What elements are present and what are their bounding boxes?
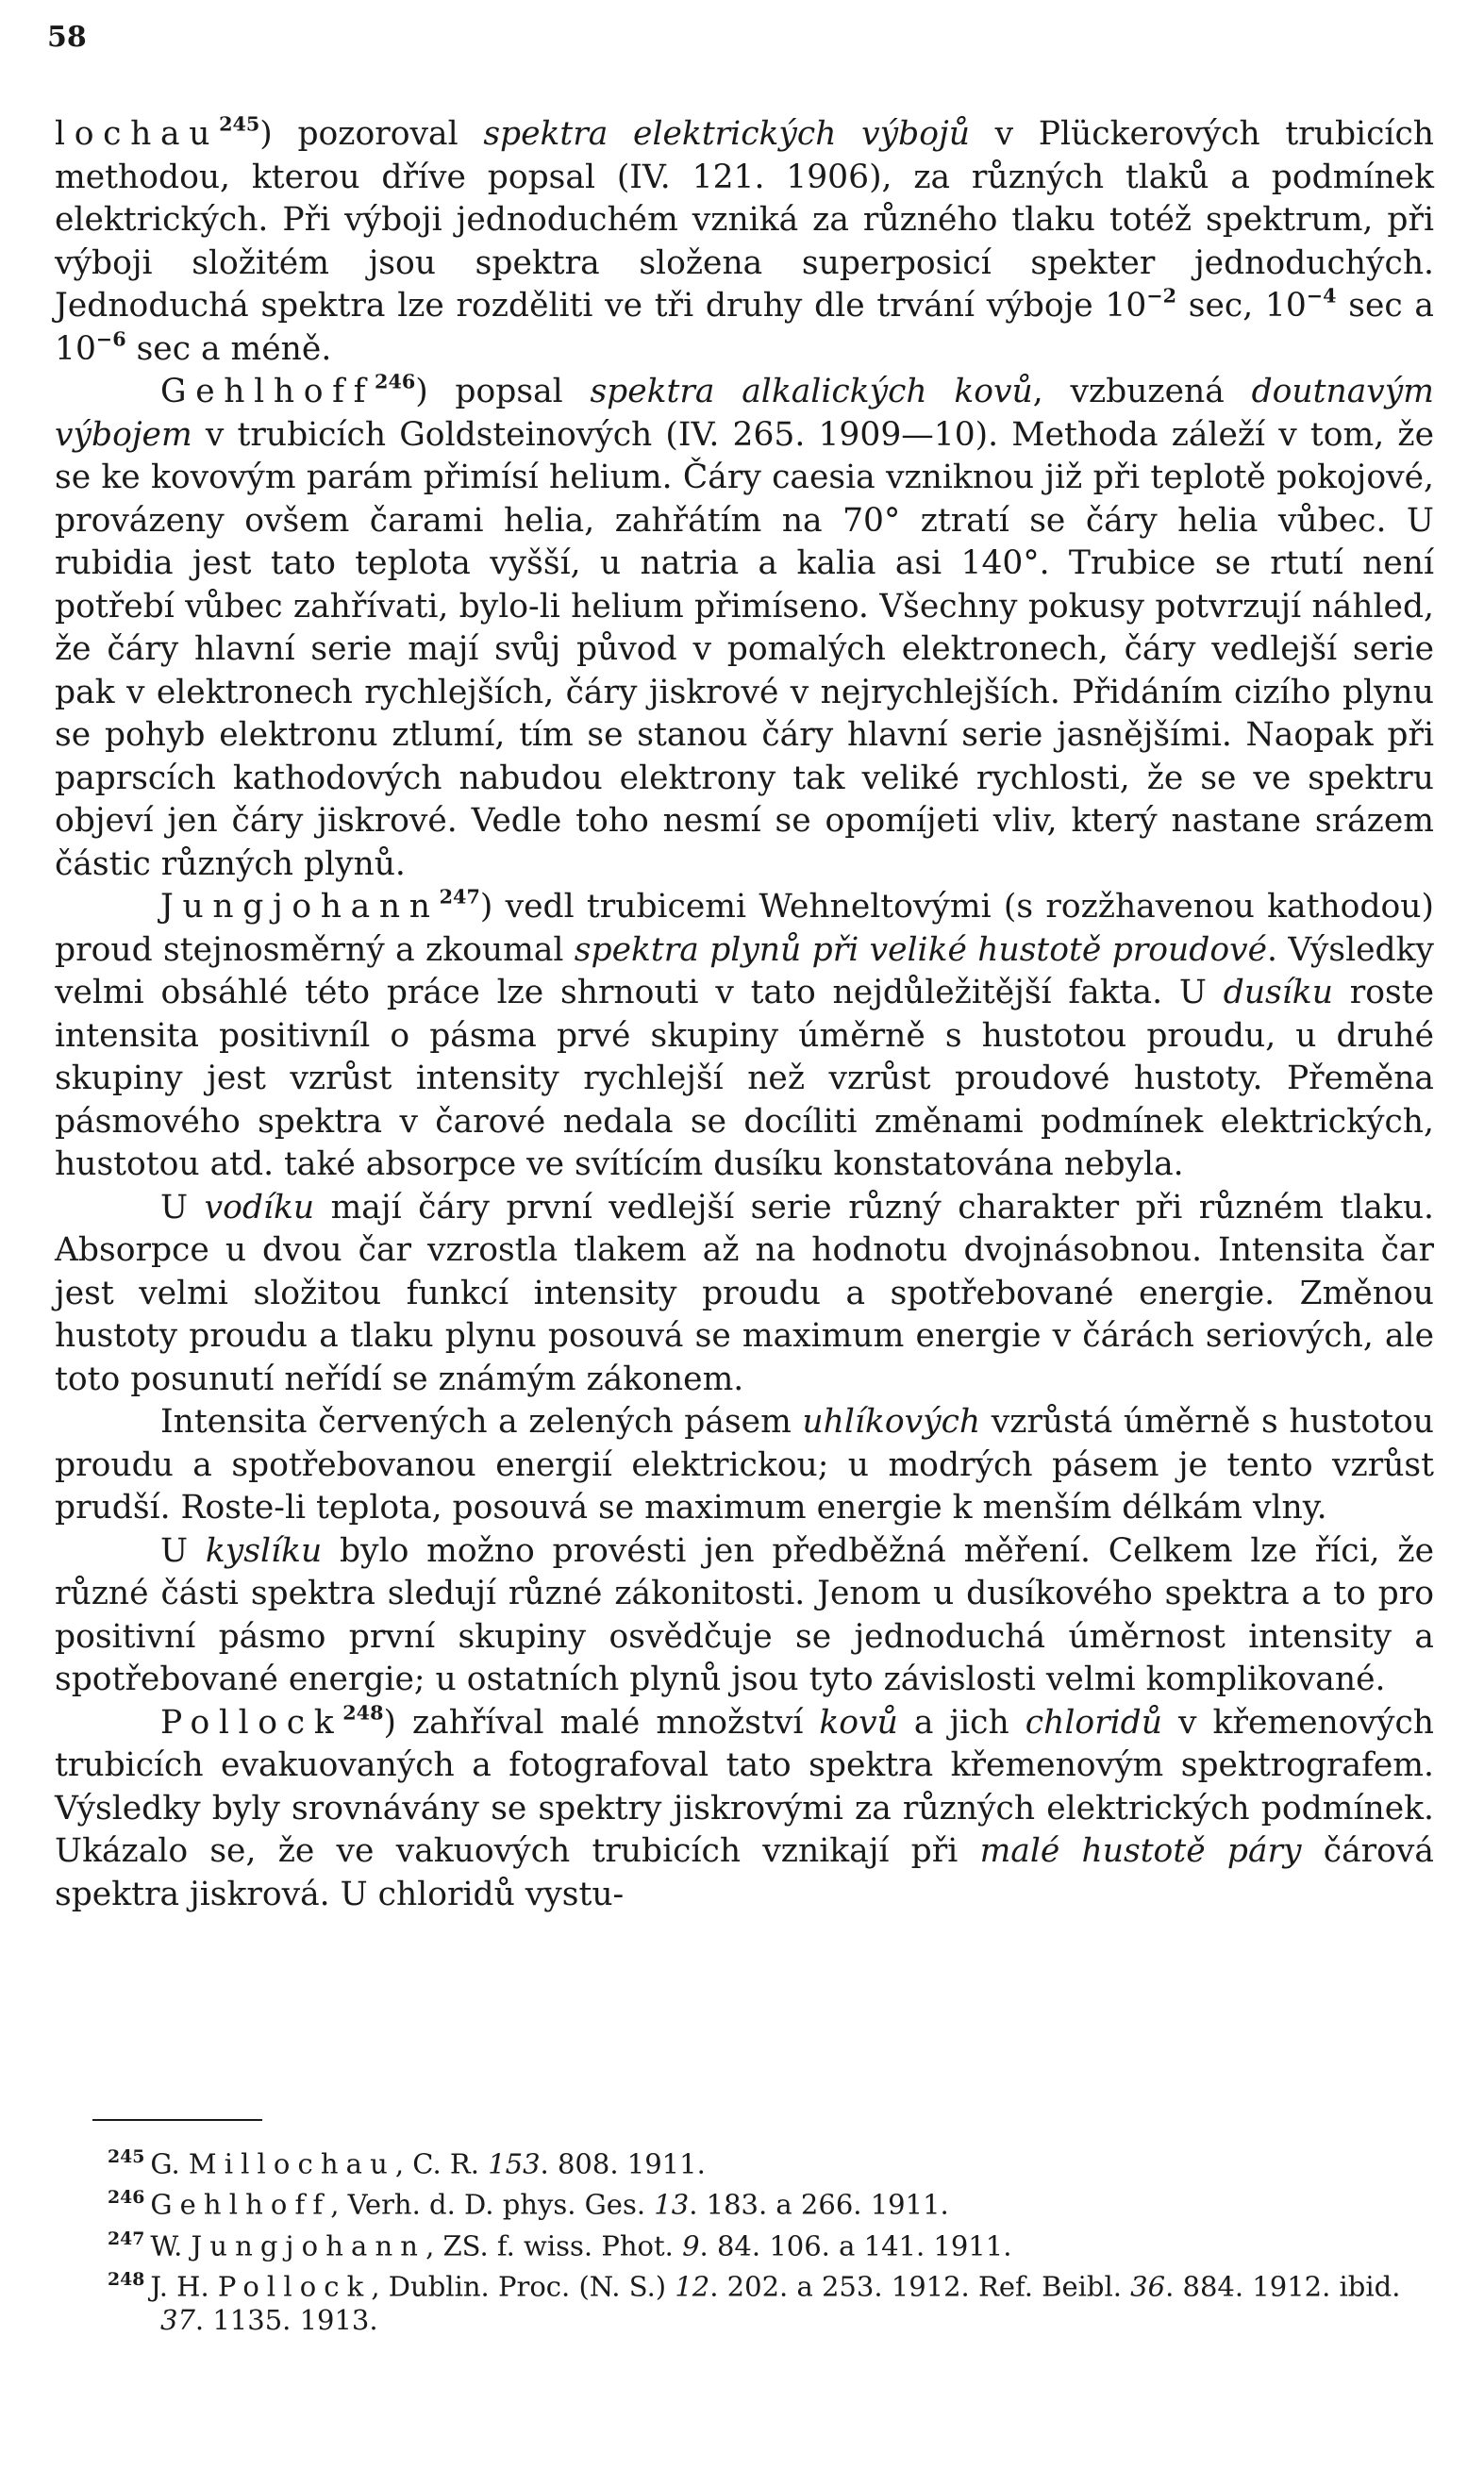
- footnote-number: 246: [108, 2187, 145, 2209]
- emphasis: chloridů: [1025, 1703, 1162, 1742]
- footnote-number: 248: [108, 2268, 145, 2290]
- paragraph: [55, 1187, 1434, 1402]
- text: v trubicích Goldsteinových (IV. 265. 1909—10). Methoda záleží v tom, že se ke kovovým parám přimísí helium. Čáry caesia vzniknou již při teplotě pokojové, provázeny ovšem čarami helia, zahřátím na 70° ztratí se čáry helia vůbec. U rubidia jest tato teplota vyšší, u natria a kalia asi 140°. Trubice se rtutí není potřebí vůbec zahřívati, bylo-li helium přimíseno. Všechny pokusy potvrzují náhled, že čáry hlavní serie mají svůj původ v pomalých elektronech, čáry vedlejší serie pak v elektronech rychlejších, čáry jiskrové v nejrychlejších. Přidáním cizího plynu se pohyb elektronu ztlumí, tím se stanou čáry hlavní serie jasnějšími. Naopak při paprscích kathodových nabudou elektrony tak veliké rychlosti, že se ve spektru objeví jen čáry jiskrové. Vedle toho nesmí se opomíjeti vliv, který nastane srázem částic různých plynů.: [55, 415, 1434, 883]
- footnote-ref[interactable]: 248: [342, 1701, 384, 1725]
- emphasis: malé hustotě páry: [979, 1832, 1302, 1870]
- exponent: −6: [95, 327, 126, 351]
- author-name: Gehlhoff: [150, 2188, 331, 2221]
- paragraph: [55, 371, 1434, 886]
- author-name: Gehlhoff: [160, 373, 375, 410]
- text: U: [160, 1531, 206, 1570]
- exponent: −2: [1146, 284, 1177, 308]
- text: sec, 10: [1176, 287, 1307, 325]
- footnotes: [55, 2140, 1434, 2337]
- text: . 884. 1912. ibid.: [1165, 2270, 1401, 2303]
- footnote-divider: [92, 2119, 262, 2121]
- footnote: [55, 2262, 1434, 2337]
- main-text: [55, 113, 1434, 1916]
- paragraph: [55, 1702, 1434, 1917]
- text: J. H.: [150, 2270, 218, 2303]
- text: v Plückerových trubicích methodou, kterou dříve popsal (IV. 121. 1906), za různých tlaků a podmínek elektrických. Při výboji jednoduchém vzniká za různého tlaku totéž spektrum, při výboji složitém jsou spektra složena superposicí spekter jednoduchých. Jednoduchá spektra lze rozděliti ve tři druhy dle trvání výboje 10: [55, 115, 1434, 325]
- text: bylo možno provésti jen předběžná měření. Celkem lze říci, že různé části spektra sledují různé zákonitosti. Jenom u dusíkového spektra a to pro positivní pásmo první skupiny osvědčuje se jednoduchá úměrnost intensity a spotřebované energie; u ostatních plynů jsou tyto závislosti velmi komplikované.: [55, 1531, 1435, 1698]
- text: vzrůstá úměrně s hustotou proudu a spotřebovanou energií elektrickou; u modrých pásem je tento vzrůst prudší. Roste-li teplota, posouvá se maximum energie k menším délkám vlny.: [55, 1403, 1434, 1527]
- emphasis: vodíku: [204, 1188, 315, 1227]
- paragraph: [55, 1530, 1434, 1702]
- text: ) pozoroval: [259, 115, 484, 153]
- text: Intensita červených a zelených pásem: [160, 1403, 803, 1441]
- footnote: [55, 2180, 1434, 2221]
- volume: 153: [488, 2147, 541, 2180]
- emphasis: spektra elektrických výbojů: [483, 115, 970, 153]
- footnote-ref[interactable]: 245: [219, 112, 260, 136]
- author-name: Jungjohann: [160, 888, 440, 926]
- volume: 12: [675, 2270, 710, 2303]
- emphasis: spektra plynů při veliké hustotě proudové: [574, 930, 1268, 969]
- text: . 808. 1911.: [540, 2147, 706, 2180]
- volume: 37: [160, 2304, 195, 2337]
- author-name: Millochau: [188, 2147, 395, 2180]
- paragraph: [55, 1401, 1434, 1530]
- text: . 1135. 1913.: [194, 2304, 378, 2337]
- footnote-ref[interactable]: 247: [439, 885, 480, 909]
- text: , Dublin. Proc. (N. S.): [371, 2270, 675, 2303]
- text: U: [160, 1188, 205, 1227]
- exponent: −4: [1306, 284, 1337, 308]
- text: sec a 10: [55, 287, 1434, 368]
- footnote-number: 247: [108, 2228, 145, 2249]
- author-name: Pollock: [217, 2270, 372, 2303]
- text: , vzbuzená: [1032, 373, 1252, 410]
- text: v křemenových trubicích evakuovaných a fotografoval tato spektra křemenovým spektrografem. Výsledky byly srovnávány se spektry jiskrovými za různých elektrických podmínek. Ukázalo se, že ve vakuových trubicích vznikají při: [55, 1703, 1435, 1870]
- text: . 202. a 253. 1912. Ref. Beibl.: [709, 2270, 1131, 2303]
- text: čárová spektra jiskrová. U chloridů vystu-: [55, 1832, 1434, 1913]
- text: ) vedl trubicemi Wehneltovými (s rozžhavenou kathodou) proud stejnosměrný a zkoumal: [55, 888, 1434, 969]
- text: ) popsal: [415, 373, 591, 410]
- author-name: Pollock: [160, 1703, 343, 1742]
- text: sec a méně.: [125, 329, 332, 368]
- emphasis: kyslíku: [205, 1531, 323, 1570]
- emphasis: spektra alkalických kovů: [590, 373, 1033, 410]
- text: . 84. 106. a 141. 1911.: [699, 2228, 1012, 2261]
- emphasis: kovů: [819, 1703, 898, 1742]
- text: , Verh. d. D. phys. Ges.: [330, 2188, 655, 2221]
- footnote-ref[interactable]: 246: [375, 370, 416, 393]
- text: , ZS. f. wiss. Phot.: [425, 2228, 683, 2261]
- footnote: [55, 2140, 1434, 2180]
- author-name: Jungjohann: [191, 2228, 426, 2261]
- page-number: 58: [47, 21, 87, 54]
- volume: 13: [654, 2188, 690, 2221]
- paragraph: [55, 886, 1434, 1187]
- paragraph: [55, 113, 1434, 371]
- footnote-number: 245: [108, 2146, 145, 2167]
- author-name: lochau: [55, 115, 220, 153]
- emphasis: uhlíkových: [802, 1403, 981, 1441]
- text: ) zahříval malé množství: [383, 1703, 820, 1742]
- text: a jich: [897, 1703, 1025, 1742]
- text: G.: [150, 2147, 189, 2180]
- volume: 9: [682, 2228, 700, 2261]
- footnote: [55, 2222, 1434, 2262]
- emphasis: dusíku: [1223, 974, 1333, 1011]
- text: , C. R.: [394, 2147, 489, 2180]
- emphasis: doutnavým výbojem: [55, 373, 1434, 454]
- text: . Výsledky velmi obsáhlé této práce lze shrnouti v tato nejdůležitější fakta. U: [55, 930, 1435, 1011]
- text: roste intensita positivníl o pásma prvé skupiny úměrně s hustotou proudu, u druhé skupiny jest vzrůst intensity rychlejší než vzrůst proudové hustoty. Přeměna pásmového spektra v čarové nedala se docíliti změnami podmínek elektrických, hustotou atd. také absorpce ve svítícím dusíku konstatována nebyla.: [55, 974, 1434, 1183]
- volume: 36: [1130, 2270, 1166, 2303]
- text: W.: [150, 2228, 192, 2261]
- text: . 183. a 266. 1911.: [689, 2188, 949, 2221]
- text: mají čáry první vedlejší serie různý charakter při různém tlaku. Absorpce u dvou čar vzrostla tlakem až na hodnotu dvojnásobnou. Intensita čar jest velmi složitou funkcí intensity proudu a spotřebované energie. Změnou hustoty proudu a tlaku plynu posouvá se maximum energie v čárách seriových, ale toto posunutí neřídí se známým zákonem.: [55, 1188, 1435, 1398]
